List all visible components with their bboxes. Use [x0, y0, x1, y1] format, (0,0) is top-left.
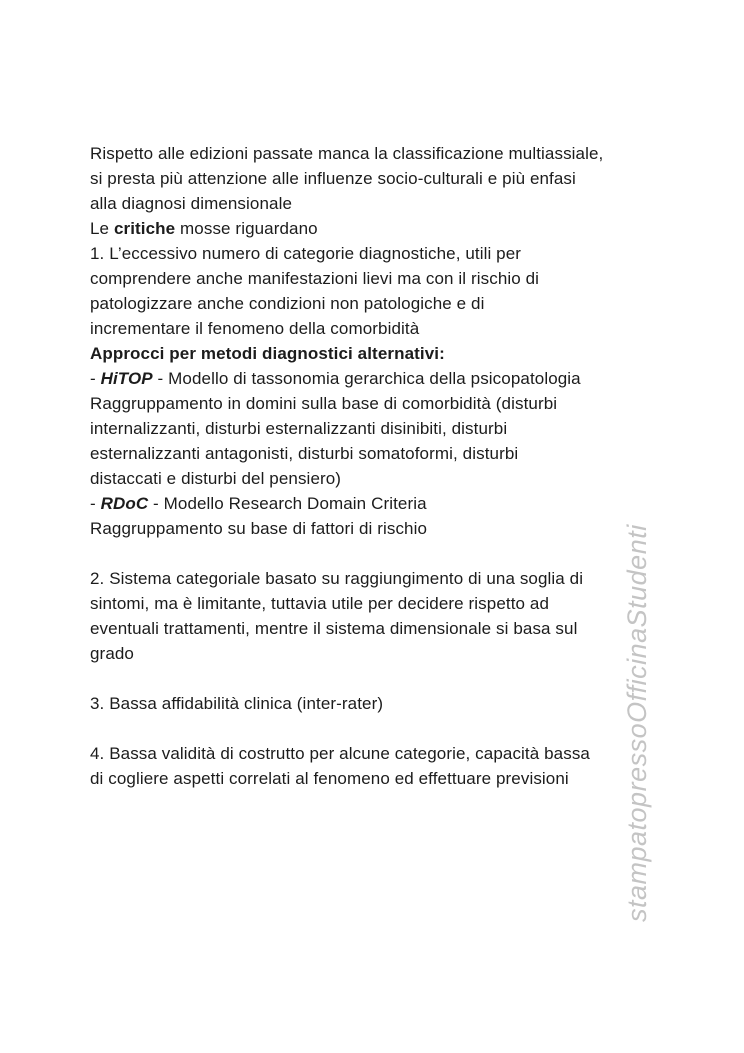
text-line — [90, 216, 670, 241]
text-line — [90, 416, 670, 441]
text-run: Le — [90, 219, 114, 238]
text-line — [90, 566, 670, 591]
text-run: - Modello di tassonomia gerarchica della psicopatologia — [152, 369, 581, 388]
text-run: comprendere anche manifestazioni lievi ma con il rischio di — [90, 269, 540, 288]
text-line — [90, 491, 670, 516]
text-run: di cogliere aspetti correlati al fenomeno ed effettuare previsioni — [90, 769, 569, 788]
text-line — [90, 316, 670, 341]
text-line — [90, 641, 670, 666]
text-line — [90, 666, 670, 691]
text-line — [90, 541, 670, 566]
text-run: alla diagnosi dimensionale — [90, 194, 293, 213]
text-run: 1. L’eccessivo numero di categorie diagnostiche, utili per — [90, 244, 522, 263]
text-run: RDoC — [100, 494, 149, 513]
text-run: critiche — [113, 219, 176, 238]
text-run: sintomi, ma è limitante, tuttavia utile per decidere rispetto ad — [90, 594, 550, 613]
text-run: 2. Sistema categoriale basato su raggiungimento di una soglia di — [90, 569, 584, 588]
text-run: - Modello Research Domain Criteria — [148, 494, 427, 513]
text-line — [90, 141, 670, 166]
text-line — [90, 166, 670, 191]
text-line — [90, 716, 670, 741]
text-run: Rispetto alle edizioni passate manca la classificazione multiassiale, — [90, 144, 604, 163]
text-run: incrementare il fenomeno della comorbidità — [90, 319, 420, 338]
text-run: mosse riguardano — [175, 219, 318, 238]
text-run: internalizzanti, disturbi esternalizzanti disinibiti, disturbi — [90, 419, 508, 438]
text-line — [90, 516, 670, 541]
text-block — [90, 141, 670, 791]
text-run: Approcci per metodi diagnostici alternativi: — [90, 344, 445, 363]
text-line — [90, 391, 670, 416]
text-run: eventuali trattamenti, mentre il sistema dimensionale si basa sul — [90, 619, 578, 638]
text-run: si presta più attenzione alle influenze socio-culturali e più enfasi — [90, 169, 576, 188]
text-run: distaccati e disturbi del pensiero) — [90, 469, 342, 488]
text-run: Raggruppamento su base di fattori di rischio — [90, 519, 428, 538]
text-line — [90, 191, 670, 216]
text-line — [90, 741, 670, 766]
text-line — [90, 291, 670, 316]
text-line — [90, 691, 670, 716]
text-run: Raggruppamento in domini sulla base di comorbidità (disturbi — [90, 394, 558, 413]
text-line — [90, 266, 670, 291]
text-line — [90, 441, 670, 466]
text-run: 4. Bassa validità di costrutto per alcune categorie, capacità bassa — [90, 744, 590, 763]
text-line — [90, 616, 670, 641]
watermark: stampatopressoOfficinaStudenti — [622, 524, 652, 922]
text-run: esternalizzanti antagonisti, disturbi somatoformi, disturbi — [90, 444, 519, 463]
text-run: - — [90, 369, 101, 388]
text-run: patologizzare anche condizioni non patologiche e di — [90, 294, 485, 313]
text-line — [90, 241, 670, 266]
text-line — [90, 341, 670, 366]
text-run: grado — [90, 644, 134, 663]
text-run: HiTOP — [100, 369, 153, 388]
text-run: - — [90, 494, 101, 513]
text-run: 3. Bassa affidabilità clinica (inter-rater) — [90, 694, 384, 713]
text-line — [90, 366, 670, 391]
text-line — [90, 766, 670, 791]
text-line — [90, 591, 670, 616]
text-line — [90, 466, 670, 491]
